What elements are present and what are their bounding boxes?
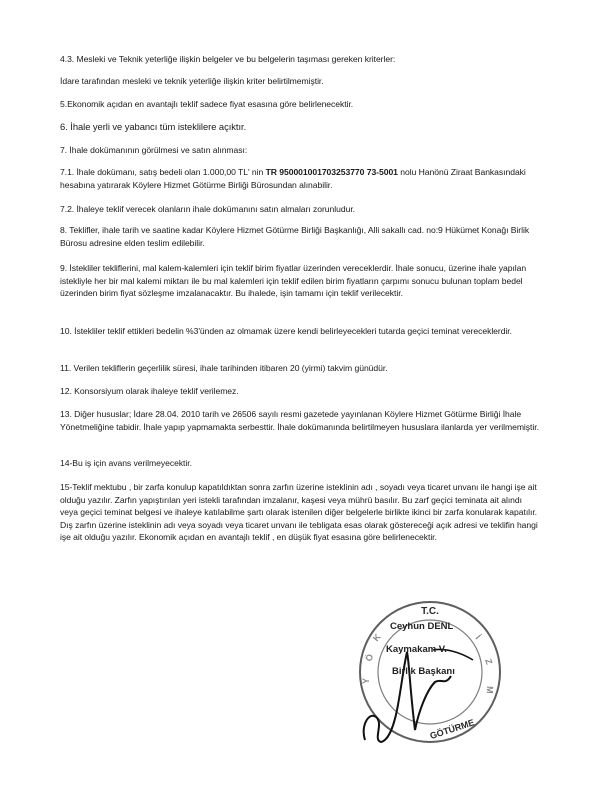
signature-stroke-1 (364, 710, 397, 742)
paragraph-7-1-before: 7.1. İhale dokümanı, satış bedeli olan 1.000,00 TL' nin (60, 167, 266, 177)
paragraph-11: 11. Verilen tekliflerin geçerlilik süresi, ihale tarihinden itibaren 20 (yirmi) takvim günüdür. (60, 363, 388, 373)
svg-text:İ: İ (473, 632, 483, 642)
paragraph-10: 10. İstekliler teklif ettikleri bedelin %3'ünden az olmamak üzere kendi belirleyecekleri tutarda geçici teminat vereceklerdir. (60, 326, 512, 336)
paragraph-12: 12. Konsorsiyum olarak ihaleye teklif verilemez. (60, 386, 239, 396)
paragraph-13: 13. Diğer hususlar; İdare 28.04. 2010 tarih ve 26506 sayılı resmi gazetede yayınlanan Köylere Hizmet Götürme Birliği İhale Yönetmeliğine tabidir. İhale yapıp yapmamakta serbesttir. İhale dokümanında belirtilmeyen hususlara ilanlarda yer verilmemiştir. (60, 409, 539, 432)
paragraph-7-2: 7.2. İhaleye teklif verecek olanların ihale dokümanını satın almaları zorunludur. (60, 204, 355, 214)
stamp-top-text: T.C. (421, 606, 439, 617)
svg-text:K: K (370, 631, 383, 644)
paragraph-5: 5.Ekonomik açıdan en avantajlı teklif sadece fiyat esasına göre belirlenecektir. (60, 99, 354, 109)
paragraph-6: 6. İhale yerli ve yabancı tüm isteklilere açıktır. (60, 121, 247, 132)
paragraph-8: 8. Teklifler, ihale tarih ve saatine kadar Köylere Hizmet Götürme Birliği Başkanlığı, Alli sakallı cad. no:9 Hükümet Konağı Birlik Bürosu adresine elden teslim edilebilir. (60, 225, 530, 248)
paragraph-4-3-body: İdare tarafından mesleki ve teknik yeterliğe ilişkin kriter belirtilmemiştir. (60, 76, 324, 86)
svg-text:Ö: Ö (363, 652, 376, 663)
paragraph-7-1 (60, 166, 542, 191)
paragraph-14: 14-Bu iş için avans verilmeyecektir. (60, 458, 192, 468)
signatory-role: Birlik Başkanı (392, 666, 455, 677)
stamp-ring-text: GÖTÜRME (428, 717, 476, 742)
svg-text:M: M (484, 685, 495, 694)
paragraph-7: 7. İhale dokümanının görülmesi ve satın alınması: (60, 145, 248, 155)
paragraph-4-3: 4.3. Mesleki ve Teknik yeterliğe ilişkin belgeler ve bu belgelerin taşıması gereken kriterler: (60, 54, 396, 64)
signatory-name: Ceyhun DENL (390, 621, 454, 632)
paragraph-9: 9. İstekliler tekliflerini, mal kalem-kalemleri için teklif birim fiyatlar üzerinden vereceklerdir. İhale sonucu, üzerine ihale yapılan istekliyle her bir mal kalemi miktarı ile bu mal kalemleri için teklif edilen birim fiyatların çarpımı sonucu bulunan toplam bedel üzerinden birim fiyat sözleşme imzalanacaktır. Bu ihalede, işin tamamı için teklif verilecektir. (60, 263, 527, 298)
paragraph-7-1-after: nolu Hanönü Ziraat Bankasındaki hesabına yatırarak Köylere Hizmet Götürme Birliği Bürosundan alınabilir. (60, 167, 526, 190)
official-stamp (335, 590, 525, 760)
iban-number: TR 950001001703253770 73-5001 (265, 167, 398, 177)
paragraph-15: 15-Teklif mektubu , bir zarfa konulup kapatıldıktan sonra zarfın üzerine isteklinin adı , soyadı veya ticaret unvanı ile hangi işe ait olduğu yazılır. Zarfın yapıştırılan yeri istekli tarafından imzalanır, kaşesi veya mührü basılır. Bu zarf geçici teminata ait alındı veya geçici teminat belgesi ve ihaleye katılabilme şartı olarak istenilen diğer belgelerle birlikte ikinci bir zarfa konularak kapatılır. Dış zarfın üzerine isteklinin adı veya soyadı veya ticaret unvanı ile tebligata esas olarak göstereceği açık adresi ve teklifin hangi işe ait olduğu yazılır. Ekonomik açıdan en avantajlı teklif , en düşük fiyat esasına göre belirlenecektir. (60, 482, 538, 542)
signatory-title: Kaymakam V. (386, 644, 447, 655)
svg-text:Y: Y (361, 677, 371, 684)
svg-text:Z: Z (483, 657, 495, 666)
